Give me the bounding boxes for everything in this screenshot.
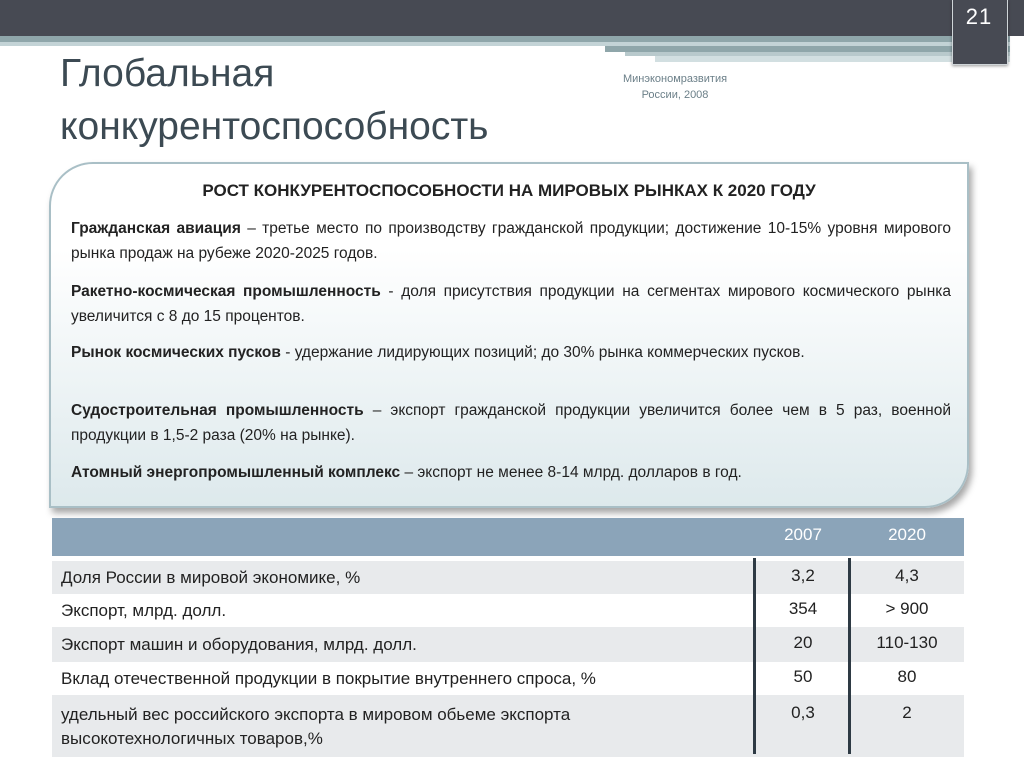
- table-cell-2020: 110-130: [876, 633, 938, 652]
- table-cell-label: Доля России в мировой экономике, %: [61, 568, 361, 587]
- source-line-1: Минэкономразвития: [622, 73, 728, 85]
- panel-item: [71, 460, 951, 485]
- table-cell-2020: 4,3: [895, 566, 919, 585]
- table-cell-2007: 50: [793, 667, 813, 686]
- table-cell-label: Вклад отечественной продукции в покрытие внутреннего спроса, %: [61, 669, 596, 688]
- source-caption: [616, 71, 734, 103]
- panel-item-title: Ракетно-космическая промышленность: [71, 283, 381, 300]
- panel-item: [71, 398, 951, 448]
- source-line-2: России, 2008: [641, 89, 709, 101]
- table-cell-label-line: высокотехнологичных товаров,%: [61, 729, 323, 748]
- table-divider: [753, 558, 756, 754]
- table-cell-label: Экспорт, млрд. долл.: [61, 601, 227, 620]
- text-panel: [49, 162, 969, 508]
- panel-item-text: – экспорт не менее 8-14 млрд. долларов в год.: [400, 464, 742, 481]
- table-cell-2007: 354: [788, 599, 818, 618]
- table-cell-2020: 2: [902, 703, 912, 722]
- table-cell-label-line: удельный вес российского экспорта в мировом обьеме экспорта: [61, 705, 571, 724]
- table-cell-2020: > 900: [885, 599, 929, 618]
- panel-item-title: Судостроительная промышленность: [71, 402, 364, 419]
- panel-heading: РОСТ КОНКУРЕНТОСПОСОБНОСТИ НА МИРОВЫХ РЫНКАХ К 2020 ГОДУ: [202, 181, 816, 200]
- table-cell-label: [61, 703, 570, 751]
- panel-item: [71, 279, 951, 329]
- slide-number: 21: [965, 4, 993, 29]
- table-cell-label: Экспорт машин и оборудования, млрд. долл.: [61, 635, 417, 654]
- table-divider: [848, 558, 851, 754]
- table-header-2020: 2020: [888, 525, 926, 544]
- table-cell-2007: 0,3: [791, 703, 815, 722]
- panel-item-text: - удержание лидирующих позиций; до 30% рынка коммерческих пусков.: [280, 344, 805, 361]
- table-cell-2007: 20: [793, 633, 813, 652]
- table-cell-2020: 80: [897, 667, 917, 686]
- panel-item-title: Рынок космических пусков: [71, 344, 281, 361]
- panel-item-text: - доля присутствия продукции на сегментах мирового космического рынка увеличится с 8 до 15 процентов.: [71, 283, 951, 325]
- top-bar: [0, 0, 1024, 36]
- panel-item-title: Гражданская авиация: [71, 220, 241, 237]
- panel-item-text: – экспорт гражданской продукции увеличится более чем в 5 раз, военной продукции в 1,5-2 раза (20% на рынке).: [71, 402, 951, 444]
- table-cell-2007: 3,2: [791, 566, 815, 585]
- table-header-2007: 2007: [784, 525, 822, 544]
- panel-item: [71, 216, 951, 266]
- panel-item-text: – третье место по производству гражданской продукции; достижение 10-15% уровня мирового рынка продаж на рубеже 2020-2025 годов.: [71, 220, 952, 262]
- panel-item-title: Атомный энергопромышленный комплекс: [71, 464, 401, 481]
- slide-title: Глобальная конкурентоспособность: [60, 52, 489, 148]
- panel-item: [71, 340, 951, 365]
